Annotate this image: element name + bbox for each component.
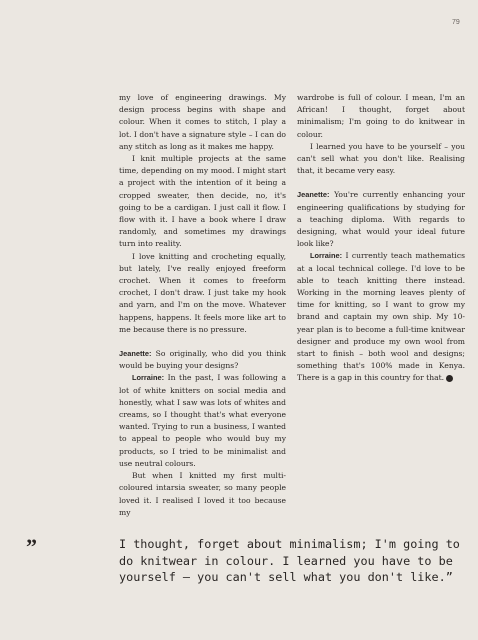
question-text: You're currently enhancing your engineering qualifications by studying for a teaching diploma. With regards to designing, what would your ideal future look like? — [297, 190, 465, 249]
left-column — [119, 92, 286, 519]
speaker-label: Lorraine: — [310, 251, 343, 261]
interview-question — [119, 348, 286, 372]
answer-text: I currently teach mathematics at a local technical college. I'd love to be able to teach knitting there instead. Working in the morning leaves plenty of time for knitting, so I want to grow my brand and captain my own ship. My 10-year plan is to become a full-time knitwear designer and produce my own wool from start to finish – both wool and designs; something that's 100% made in Kenya. There is a gap in this country for that. — [297, 251, 465, 383]
end-of-article-icon: L — [446, 375, 453, 382]
speaker-label: Lorraine: — [132, 373, 165, 383]
paragraph: But when I knitted my first multi-coloured intarsia sweater, so many people loved it. I realised I loved it too because my — [119, 471, 286, 517]
pull-quote: I thought, forget about minimalism; I'm going to do knitwear in colour. I learned you have to be yourself – you can't sell what you don't like.” — [119, 537, 460, 585]
interview-question — [297, 189, 465, 250]
paragraph: I knit multiple projects at the same time, depending on my mood. I might start a project with the intention of it being a cropped sweater, then decide, no, it's going to be a cardigan. I just call it flow. I flow with it. I have a book where I draw randomly, and sometimes my drawings turn into reality. — [119, 154, 286, 249]
interview-answer — [119, 372, 286, 470]
paragraph: wardrobe is full of colour. I mean, I'm an African! I thought, forget about minimalism; I'm going to do knitwear in colour. — [297, 93, 465, 139]
answer-text: In the past, I was following a lot of white knitters on social media and honestly, what I saw was lots of whites and creams, so I thought that's what everyone wanted. Trying to run a business, I wanted to appeal to people who would buy my products, so I tried to be minimalist and use neutral colours. — [119, 373, 286, 468]
question-text: So originally, who did you think would be buying your designs? — [119, 349, 286, 371]
paragraph: my love of engineering drawings. My design process begins with shape and colour. When it comes to stitch, I play a lot. I don't have a signature style – I can do any stitch as long as it makes me happy. — [119, 93, 286, 151]
paragraph: I love knitting and crocheting equally, but lately, I've really enjoyed freeform crochet. When it comes to freeform crochet, I don't draw. I just take my hook and yarn, and I'm on the move. Whatever happens, happens. It feels more like art to me because there is no pressure. — [119, 251, 286, 334]
paragraph: I learned you have to be yourself – you can't sell what you don't like. Realising that, it became very easy. — [297, 141, 465, 176]
interview-answer — [297, 250, 465, 384]
right-column — [297, 92, 465, 385]
speaker-label: Jeanette: — [119, 349, 152, 359]
speaker-label: Jeanette: — [297, 190, 330, 200]
quote-mark-icon: ” — [26, 534, 37, 559]
page-number: 79 — [452, 19, 460, 26]
